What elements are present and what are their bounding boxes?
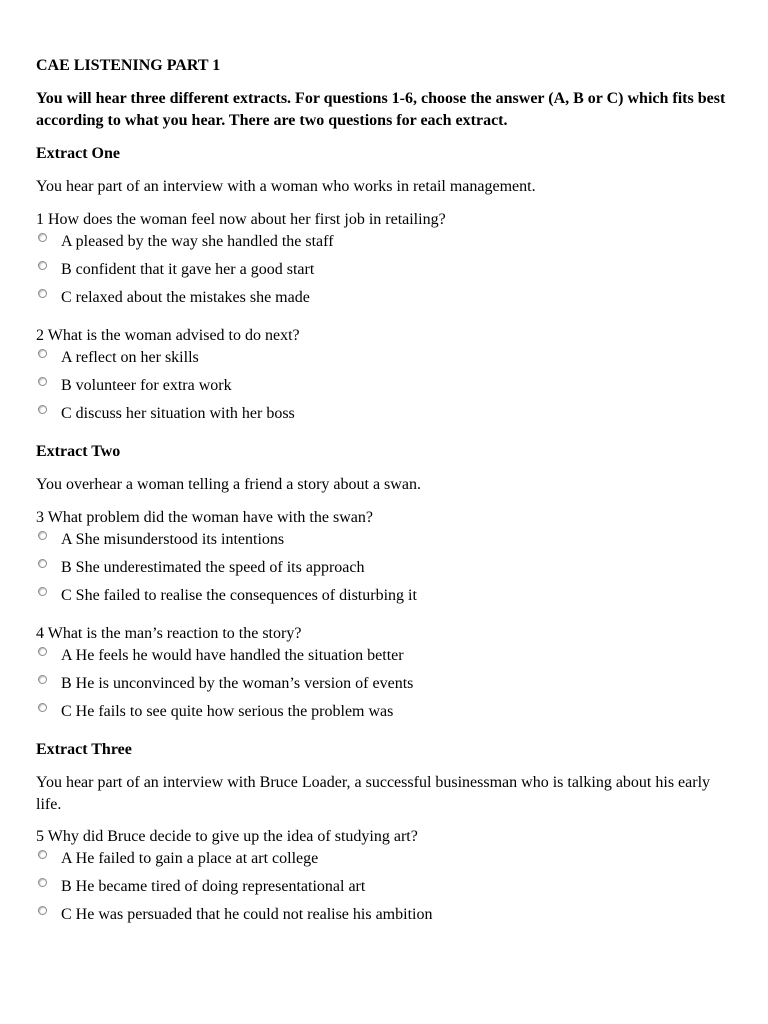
option-1a[interactable] [36, 231, 726, 259]
question-text: 4 What is the man’s reaction to the story? [36, 625, 302, 642]
extract-one [36, 143, 726, 431]
option-label: A reflect on her skills [61, 349, 199, 366]
question-4 [36, 623, 726, 729]
option-label: B He became tired of doing representational art [61, 878, 366, 895]
option-5a[interactable] [36, 848, 726, 876]
extract-heading: Extract Three [36, 741, 132, 758]
radio-button[interactable] [38, 289, 47, 298]
option-2c[interactable] [36, 403, 726, 431]
option-4b[interactable] [36, 673, 726, 701]
page-title: CAE LISTENING PART 1 [36, 57, 221, 74]
option-5b[interactable] [36, 876, 726, 904]
radio-button[interactable] [38, 233, 47, 242]
option-2a[interactable] [36, 347, 726, 375]
option-label: A pleased by the way she handled the staff [61, 233, 334, 250]
option-label: B He is unconvinced by the woman’s version of events [61, 675, 414, 692]
option-3c[interactable] [36, 585, 726, 613]
question-text: 5 Why did Bruce decide to give up the idea of studying art? [36, 828, 418, 845]
option-1c[interactable] [36, 287, 726, 315]
extract-two [36, 441, 726, 729]
question-2 [36, 325, 726, 431]
option-1b[interactable] [36, 259, 726, 287]
worksheet [36, 55, 726, 942]
radio-button[interactable] [38, 906, 47, 915]
option-5c[interactable] [36, 904, 726, 932]
radio-button[interactable] [38, 587, 47, 596]
radio-button[interactable] [38, 531, 47, 540]
option-3a[interactable] [36, 529, 726, 557]
instructions: You will hear three different extracts. For questions 1-6, choose the answer (A, B or C) which fits best according to what you hear. There are two questions for each extract. [36, 90, 726, 129]
option-4c[interactable] [36, 701, 726, 729]
option-label: A He feels he would have handled the situation better [61, 647, 404, 664]
radio-button[interactable] [38, 850, 47, 859]
radio-button[interactable] [38, 377, 47, 386]
extract-heading: Extract One [36, 145, 120, 162]
option-label: C He was persuaded that he could not realise his ambition [61, 906, 433, 923]
question-3 [36, 507, 726, 613]
extract-heading: Extract Two [36, 443, 121, 460]
option-label: B confident that it gave her a good start [61, 261, 315, 278]
question-text: 3 What problem did the woman have with the swan? [36, 509, 373, 526]
question-text: 2 What is the woman advised to do next? [36, 327, 300, 344]
option-label: C She failed to realise the consequences of disturbing it [61, 587, 417, 604]
question-text: 1 How does the woman feel now about her first job in retailing? [36, 211, 446, 228]
question-1 [36, 209, 726, 315]
option-label: A She misunderstood its intentions [61, 531, 285, 548]
radio-button[interactable] [38, 349, 47, 358]
option-label: C relaxed about the mistakes she made [61, 289, 310, 306]
extract-context: You hear part of an interview with a woman who works in retail management. [36, 178, 536, 195]
option-label: C He fails to see quite how serious the problem was [61, 703, 394, 720]
option-label: B She underestimated the speed of its approach [61, 559, 365, 576]
extract-three [36, 739, 726, 932]
radio-button[interactable] [38, 703, 47, 712]
radio-button[interactable] [38, 675, 47, 684]
option-4a[interactable] [36, 645, 726, 673]
radio-button[interactable] [38, 405, 47, 414]
option-label: C discuss her situation with her boss [61, 405, 295, 422]
option-label: B volunteer for extra work [61, 377, 232, 394]
radio-button[interactable] [38, 878, 47, 887]
question-5 [36, 826, 726, 932]
option-2b[interactable] [36, 375, 726, 403]
option-label: A He failed to gain a place at art college [61, 850, 319, 867]
option-3b[interactable] [36, 557, 726, 585]
radio-button[interactable] [38, 261, 47, 270]
extract-context: You overhear a woman telling a friend a story about a swan. [36, 476, 421, 493]
radio-button[interactable] [38, 559, 47, 568]
radio-button[interactable] [38, 647, 47, 656]
extract-context: You hear part of an interview with Bruce Loader, a successful businessman who is talking about his early life. [36, 774, 711, 813]
